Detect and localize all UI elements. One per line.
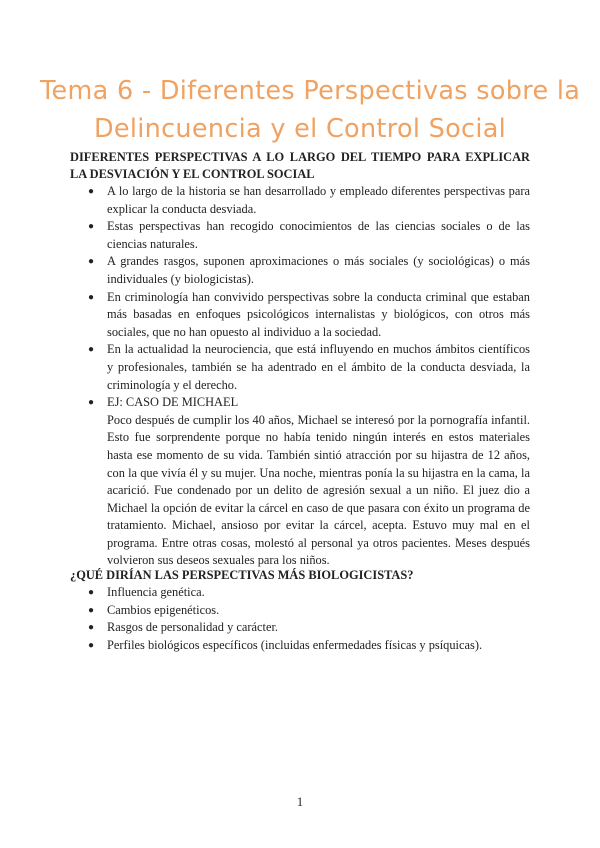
document-title	[40, 72, 581, 148]
bullet-text: Cambios epigenéticos.	[107, 602, 220, 617]
bullet-item	[70, 289, 530, 342]
case-paragraph: Poco después de cumplir los 40 años, Michael se interesó por la pornografía infantil. Esto fue sorprendente porque no había tenido ningún interés en estos materiales hasta ese momento de su vida. También sintió atracción por su hijastra de 12 años, con la que vivía él y su mujer. Una noche, mientras ponía la su hijastra en la cama, la acarició. Fue condenado por un delito de agresión sexual a un niño. El juez dio a Michael la opción de evitar la cárcel en caso de que pasara con éxito un programa de tratamiento. Michael, ansioso por evitar la cárcel, acepta. Estuvo muy mal en el programa. Entre otras cosas, molestó al personal ya otros pacientes. Meses después volvieron sus deseos sexuales para los niños.	[107, 412, 530, 568]
bullet-item	[70, 637, 530, 655]
bullet-marker: ●	[88, 397, 95, 409]
title-line-2: Delincuencia y el Control Social	[93, 114, 507, 144]
bullet-text: Influencia genética.	[107, 585, 205, 599]
bullet-text: A lo largo de la historia se han desarrollado y empleado diferentes perspectivas para explicar la conducta desviada.	[107, 184, 530, 216]
section-biologicistas	[70, 567, 530, 654]
bullet-marker: ●	[88, 256, 95, 268]
bullet-item	[70, 602, 530, 620]
bullet-marker: ●	[88, 604, 95, 616]
bullet-list	[70, 183, 530, 412]
bullet-item	[70, 253, 530, 288]
bullet-text: En la actualidad la neurociencia, que está influyendo en muchos ámbitos científicos y profesionales, también se ha adentrado en el ámbito de la conducta desviada, la criminología y el derecho.	[107, 342, 530, 392]
bullet-item	[70, 584, 530, 602]
bullet-text: EJ: CASO DE MICHAEL	[107, 395, 239, 410]
bullet-item	[70, 619, 530, 637]
bullet-marker: ●	[88, 291, 95, 303]
section-heading: DIFERENTES PERSPECTIVAS A LO LARGO DEL TIEMPO PARA EXPLICAR LA DESVIACIÓN Y EL CONTROL SOCIAL	[70, 150, 530, 181]
bullet-marker: ●	[88, 344, 95, 356]
title-line-1: Tema 6 - Diferentes Perspectivas sobre la	[40, 76, 581, 106]
bullet-text: Estas perspectivas han recogido conocimientos de las ciencias sociales o de las ciencias naturales.	[107, 219, 530, 251]
bullet-item	[70, 341, 530, 394]
bullet-marker: ●	[88, 622, 95, 634]
bullet-marker: ●	[88, 639, 95, 651]
bullet-text: Perfiles biológicos específicos (incluidas enfermedades físicas y psíquicas).	[107, 637, 483, 652]
bullet-list	[70, 584, 530, 654]
section-heading: ¿QUÉ DIRÍAN LAS PERSPECTIVAS MÁS BIOLOGICISTAS?	[70, 568, 414, 582]
page-number: 1	[296, 795, 304, 809]
section-perspectivas	[70, 149, 530, 570]
bullet-item	[70, 218, 530, 253]
bullet-marker: ●	[88, 186, 95, 197]
bullet-item	[70, 183, 530, 218]
bullet-marker: ●	[88, 221, 95, 233]
bullet-text: En criminología han convivido perspectivas sobre la conducta criminal que estaban más basadas en enfoques psicológicos internalistas y biológicos, con otros más sociales, que no han opuesto al individuo a la sociedad.	[107, 289, 530, 339]
bullet-text: A grandes rasgos, suponen aproximaciones o más sociales (y sociológicas) o más individuales (y biologicistas).	[107, 254, 530, 286]
bullet-item	[70, 394, 530, 412]
bullet-text: Rasgos de personalidad y carácter.	[107, 620, 278, 635]
bullet-marker: ●	[88, 587, 95, 598]
